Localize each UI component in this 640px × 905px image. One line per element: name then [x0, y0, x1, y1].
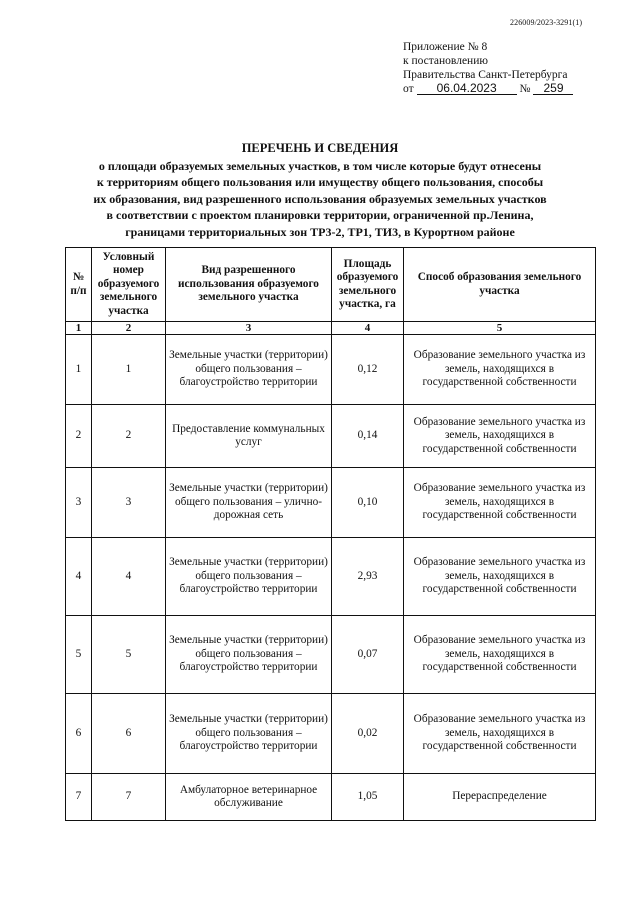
cell-formation-method: Образование земельного участка из земель, находящихся в государственной собственности: [404, 405, 596, 468]
appendix-line-3: Правительства Санкт-Петербурга: [403, 69, 568, 81]
cell-permitted-use: Земельные участки (территории) общего пользования – благоустройство территории: [166, 694, 332, 774]
document-title: [60, 140, 580, 240]
cell-formation-method: Перераспределение: [404, 774, 596, 821]
column-number-row: [66, 322, 596, 335]
date-prefix: от: [403, 83, 414, 95]
cell-permitted-use: Земельные участки (территории) общего пользования – улично-дорожная сеть: [166, 468, 332, 538]
title-line: о площади образуемых земельных участков, в том числе которые будут отнесены: [98, 158, 542, 173]
cell-row-number: 1: [66, 335, 92, 405]
cell-row-number: 7: [66, 774, 92, 821]
column-number: 1: [66, 322, 92, 335]
cell-area: 0,02: [332, 694, 404, 774]
cell-area: 2,93: [332, 538, 404, 616]
cell-area: 0,10: [332, 468, 404, 538]
table-row: [66, 694, 596, 774]
cell-formation-method: Образование земельного участка из земель, находящихся в государственной собственности: [404, 538, 596, 616]
cell-row-number: 2: [66, 405, 92, 468]
title-heading: ПЕРЕЧЕНЬ И СВЕДЕНИЯ: [241, 141, 399, 155]
cell-area: 0,12: [332, 335, 404, 405]
appendix-block: [403, 40, 573, 96]
cell-row-number: 4: [66, 538, 92, 616]
decree-date: 06.04.2023: [417, 82, 517, 95]
column-number: 3: [166, 322, 332, 335]
cell-formation-method: Образование земельного участка из земель, находящихся в государственной собственности: [404, 468, 596, 538]
header-permitted-use: Вид разрешенного использования образуемого земельного участка: [166, 248, 332, 322]
cell-area: 0,14: [332, 405, 404, 468]
document-registration-number: 226009/2023-3291(1): [510, 18, 583, 27]
cell-plot-id: 5: [92, 616, 166, 694]
header-formation-method: Способ образования земельного участка: [404, 248, 596, 322]
header-area: Площадь образуемого земельного участка, га: [332, 248, 404, 322]
cell-plot-id: 2: [92, 405, 166, 468]
table-row: [66, 774, 596, 821]
cell-permitted-use: Земельные участки (территории) общего пользования – благоустройство территории: [166, 616, 332, 694]
number-prefix: №: [519, 83, 531, 95]
cell-plot-id: 7: [92, 774, 166, 821]
column-number: 5: [404, 322, 596, 335]
decree-number: 259: [533, 82, 573, 95]
cell-plot-id: 4: [92, 538, 166, 616]
table-row: [66, 538, 596, 616]
appendix-line-1: Приложение № 8: [403, 41, 488, 53]
column-number: 2: [92, 322, 166, 335]
column-number: 4: [332, 322, 404, 335]
cell-row-number: 5: [66, 616, 92, 694]
cell-formation-method: Образование земельного участка из земель, находящихся в государственной собственности: [404, 694, 596, 774]
cell-area: 0,07: [332, 616, 404, 694]
header-plot-id: Условный номер образуемого земельного участка: [92, 248, 166, 322]
land-plots-table: [65, 247, 596, 821]
table-row: [66, 616, 596, 694]
cell-plot-id: 3: [92, 468, 166, 538]
cell-plot-id: 1: [92, 335, 166, 405]
title-line: к территориям общего пользования или имуществу общего пользования, способы: [96, 175, 544, 189]
cell-row-number: 6: [66, 694, 92, 774]
cell-row-number: 3: [66, 468, 92, 538]
appendix-date-line: [403, 82, 573, 96]
cell-permitted-use: Земельные участки (территории) общего пользования – благоустройство территории: [166, 335, 332, 405]
cell-permitted-use: Предоставление коммунальных услуг: [166, 405, 332, 468]
cell-area: 1,05: [332, 774, 404, 821]
title-line: их образования, вид разрешенного использования образуемых земельных участков: [93, 191, 547, 206]
header-row-number: № п/п: [66, 248, 92, 322]
appendix-line-2: к постановлению: [403, 55, 488, 67]
cell-permitted-use: Земельные участки (территории) общего пользования – благоустройство территории: [166, 538, 332, 616]
title-line: в соответствии с проектом планировки территории, ограниченной пр.Ленина,: [106, 208, 534, 222]
cell-formation-method: Образование земельного участка из земель, находящихся в государственной собственности: [404, 616, 596, 694]
cell-permitted-use: Амбулаторное ветеринарное обслуживание: [166, 774, 332, 821]
title-line: границами территориальных зон ТР3-2, ТР1, ТИ3, в Курортном районе: [125, 224, 515, 239]
cell-plot-id: 6: [92, 694, 166, 774]
table-header-row: [66, 248, 596, 322]
cell-formation-method: Образование земельного участка из земель, находящихся в государственной собственности: [404, 335, 596, 405]
table-row: [66, 468, 596, 538]
table-row: [66, 405, 596, 468]
table-row: [66, 335, 596, 405]
